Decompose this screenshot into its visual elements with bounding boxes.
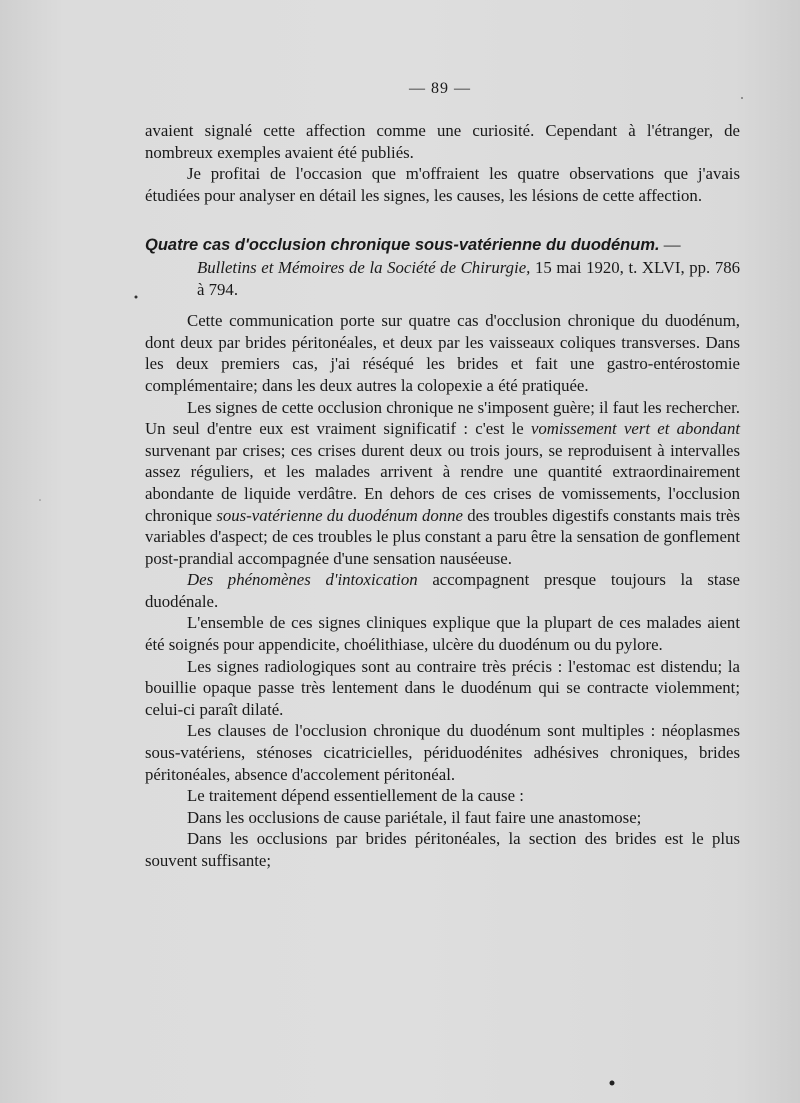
- paragraph-signs: [145, 397, 740, 570]
- text-run: accompagnent presque toujours la stase duodénale.: [145, 570, 740, 611]
- entry-dash: —: [659, 235, 681, 255]
- paragraph-continuation: avaient signalé cette affection comme une curiosité. Cependant à l'étranger, de nombreux exemples avaient été publiés.: [145, 121, 740, 162]
- text-run: survenant par crises; ces crises durent deux ou trois jours, se reproduisent à intervalles assez réguliers, et les malades arrivent à rendre une quantité extraordinairement abondante de liquide verdâtre. En dehors de ces crises de vomissements, l'occlusion chronique: [145, 440, 740, 525]
- emphasis-text: vomissement vert et abondant: [530, 419, 741, 439]
- entry-reference: [145, 257, 740, 300]
- bibliographic-entry: [145, 234, 740, 300]
- text-run: des troubles digestifs constants mais très variables d'aspect; de ces troubles le plus constant a paru être la sensation de gonflement post-prandial accompagnée d'une sensation nauséeuse.: [145, 505, 740, 568]
- paragraph-intoxication: [145, 569, 740, 612]
- paragraph-radiology: Les signes radiologiques sont au contraire très précis : l'estomac est distendu; la bouillie opaque passe très lentement dans le duodénum qui se contracte violemment; celui-ci paraît dilaté.: [145, 656, 740, 719]
- emphasis-text: sous-vatérienne du duodénum donne: [216, 505, 463, 525]
- emphasis-text: Des phénomènes d'intoxication: [187, 570, 418, 590]
- body-text: [145, 120, 740, 872]
- entry-title: Quatre cas d'occlusion chronique sous-vatérienne du duodénum.: [145, 236, 660, 255]
- publication-details: 15 mai 1920, t. XLVI, pp. 786 à 794.: [197, 257, 741, 299]
- page-number: — 89 —: [409, 80, 471, 97]
- paragraph-intro: Je profitai de l'occasion que m'offraient les quatre observations que j'avais étudiées pour analyser en détail les signes, les causes, les lésions de cette affection.: [145, 164, 740, 205]
- paragraph-brides: Dans les occlusions par brides péritonéales, la section des brides est le plus souvent suffisante;: [145, 829, 740, 870]
- paragraph-causes: Les clauses de l'occlusion chronique du duodénum sont multiples : néoplasmes sous-vatériens, sténoses cicatricielles, périduodénites adhésives chroniques, brides péritonéales, absence d'accolement péritonéal.: [145, 721, 740, 784]
- paragraph-summary: Cette communication porte sur quatre cas d'occlusion chronique du duodénum, dont deux par brides péritonéales, et deux par les vaisseaux coliques transverses. Dans les deux premiers cas, j'ai réséqué les brides et fait une gastro-entérostomie complémentaire; dans les deux autres la colopexie a été pratiquée.: [145, 311, 740, 395]
- journal-name: Bulletins et Mémoires de la Société de Chirurgie,: [197, 257, 531, 277]
- text-run: Les signes de cette occlusion chronique ne s'imposent guère; il faut les rechercher. Un seul d'entre eux est vraiment significatif : c'est le: [145, 397, 740, 439]
- paragraph-parietal: Dans les occlusions de cause pariétale, il faut faire une anastomose;: [187, 807, 642, 827]
- entry-title-line: [145, 234, 740, 257]
- paragraph-clinical: L'ensemble de ces signes cliniques explique que la plupart de ces malades aient été soignés pour appendicite, choélithiase, ulcère du duodénum ou du pylore.: [145, 613, 740, 655]
- paragraph-treatment: Le traitement dépend essentiellement de la cause :: [187, 786, 524, 806]
